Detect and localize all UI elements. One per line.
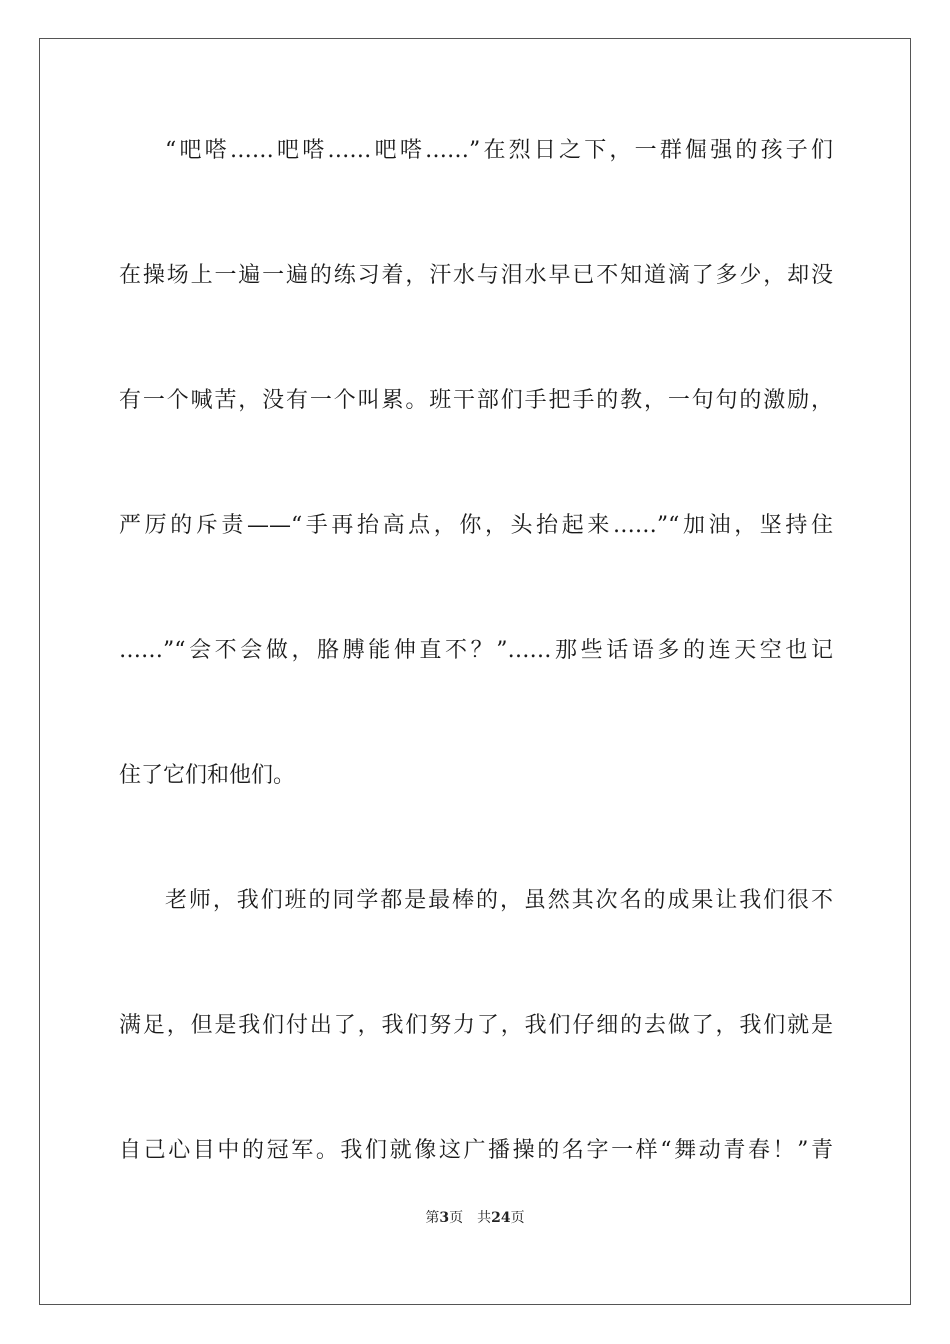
paragraph-1-line-1: “吧嗒……吧嗒……吧嗒……”在烈日之下，一群倔强的孩子们 xyxy=(165,138,833,163)
paragraph-2-line-3: 自己心目中的冠军。我们就像这广播操的名字一样“舞动青春！”青 xyxy=(119,1138,833,1163)
footer-prefix: 第 xyxy=(425,1210,440,1226)
footer-total-prefix: 共 xyxy=(477,1210,492,1226)
paragraph-1-line-4: 严厉的斥责——“手再抬高点，你，头抬起来……”“加油，坚持住 xyxy=(119,513,833,538)
footer-page-unit: 页 xyxy=(449,1210,464,1226)
paragraph-1-line-3: 有一个喊苦，没有一个叫累。班干部们手把手的教，一句句的激励， xyxy=(119,388,833,413)
document-page xyxy=(39,38,911,1305)
footer-total-unit: 页 xyxy=(510,1210,525,1226)
page-footer xyxy=(0,1208,950,1228)
total-pages-number: 24 xyxy=(491,1210,511,1226)
paragraph-2-line-1: 老师，我们班的同学都是最棒的，虽然其次名的成果让我们很不 xyxy=(165,888,833,913)
paragraph-1-line-6: 住了它们和他们。 xyxy=(119,763,296,788)
paragraph-2-line-2: 满足，但是我们付出了，我们努力了，我们仔细的去做了，我们就是 xyxy=(119,1013,833,1038)
current-page-number: 3 xyxy=(439,1210,450,1226)
paragraph-1-line-5: ……”“会不会做，胳膊能伸直不？”……那些话语多的连天空也记 xyxy=(119,638,833,663)
paragraph-1-line-2: 在操场上一遍一遍的练习着，汗水与泪水早已不知道滴了多少，却没 xyxy=(119,263,833,288)
